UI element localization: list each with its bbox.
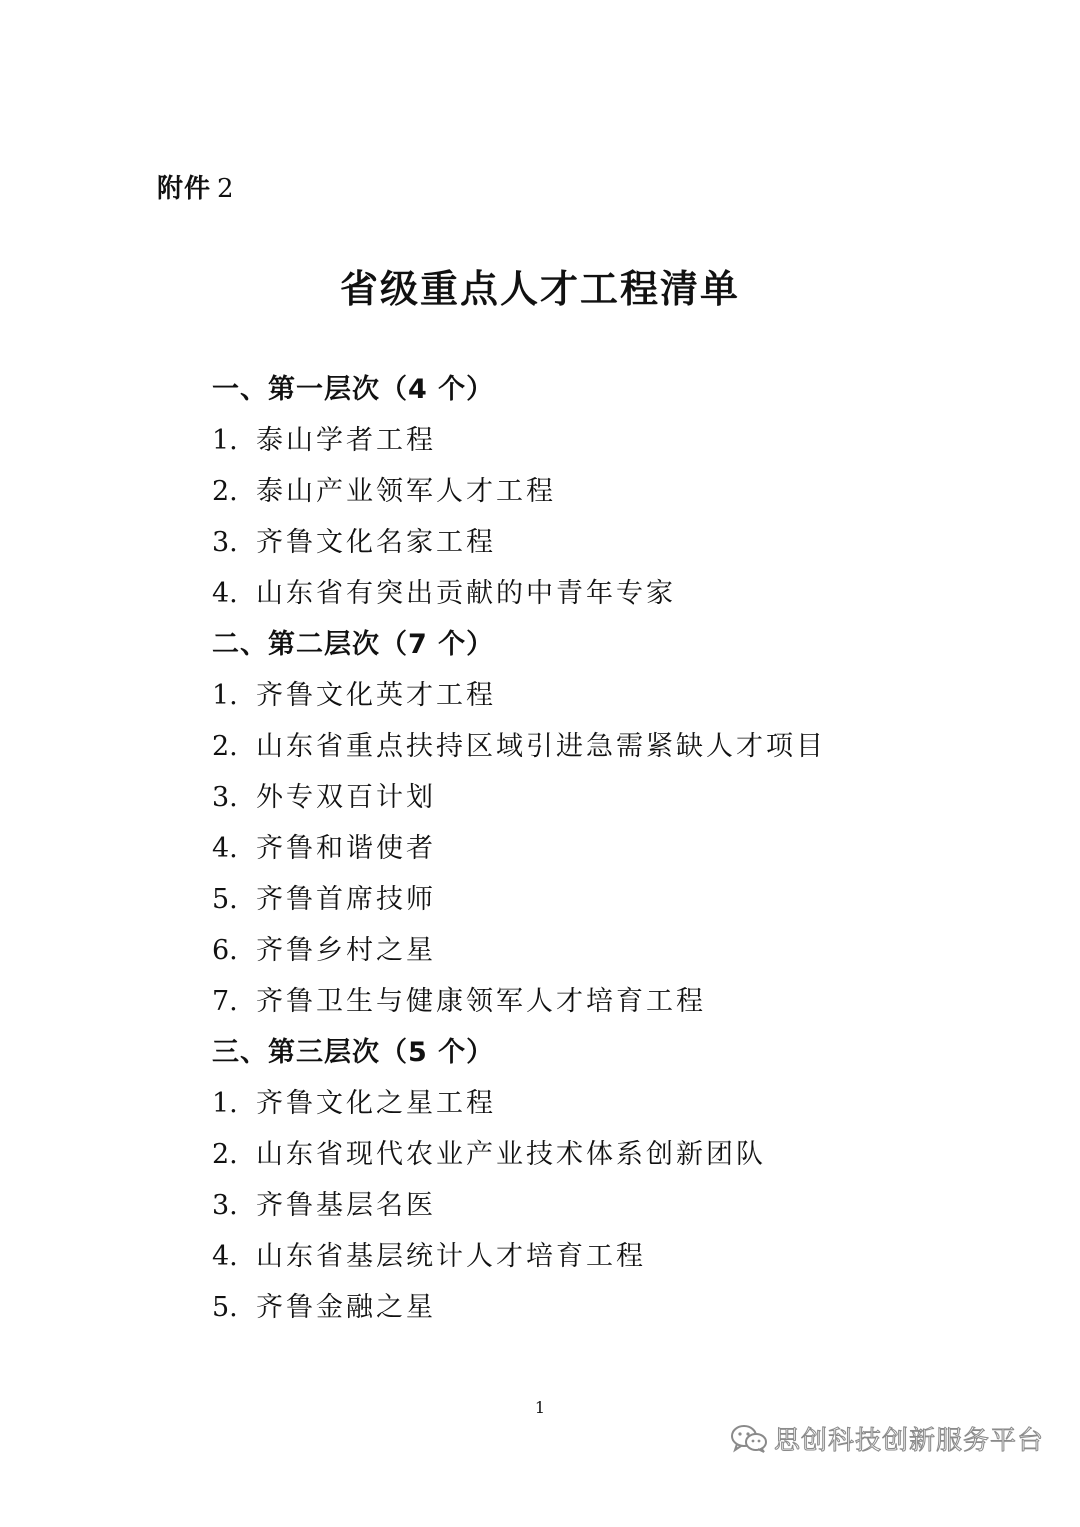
item-index: 1. (212, 1088, 238, 1119)
item-index: 4. (212, 1241, 238, 1272)
item-text: 齐鲁基层名医 (256, 1190, 436, 1221)
wechat-icon (730, 1424, 768, 1454)
attachment-label-text: 附件 (157, 174, 212, 204)
section-heading: 一、第一层次（4 个） (212, 374, 495, 405)
attachment-label (157, 168, 235, 205)
list-item (212, 517, 1012, 568)
item-index: 3. (212, 782, 238, 813)
item-text: 山东省重点扶持区域引进急需紧缺人才项目 (256, 731, 826, 762)
item-index: 1. (212, 680, 238, 711)
list-item (212, 1180, 1012, 1231)
item-index: 4. (212, 833, 238, 864)
list-item (212, 772, 1012, 823)
list-item (212, 925, 1012, 976)
item-text: 山东省基层统计人才培育工程 (256, 1241, 646, 1272)
talent-project-list (212, 364, 1012, 1333)
list-item (212, 415, 1012, 466)
item-index: 5. (212, 1292, 238, 1323)
attachment-number: 2 (217, 174, 235, 204)
item-text: 齐鲁文化名家工程 (256, 527, 496, 558)
list-item (212, 1129, 1012, 1180)
list-item (212, 1282, 1012, 1333)
list-item (212, 670, 1012, 721)
item-index: 1. (212, 425, 238, 456)
page-number: 1 (534, 1398, 546, 1417)
section-heading: 三、第三层次（5 个） (212, 1037, 495, 1068)
item-index: 3. (212, 1190, 238, 1221)
item-text: 泰山学者工程 (256, 425, 436, 456)
item-text: 齐鲁卫生与健康领军人才培育工程 (256, 986, 706, 1017)
item-index: 5. (212, 884, 238, 915)
item-text: 外专双百计划 (256, 782, 436, 813)
item-text: 齐鲁乡村之星 (256, 935, 436, 966)
list-item (212, 823, 1012, 874)
item-text: 齐鲁首席技师 (256, 884, 436, 915)
item-index: 2. (212, 476, 238, 507)
list-item (212, 568, 1012, 619)
item-index: 2. (212, 1139, 238, 1170)
list-item (212, 976, 1012, 1027)
item-index: 2. (212, 731, 238, 762)
item-text: 山东省现代农业产业技术体系创新团队 (256, 1139, 766, 1170)
item-index: 4. (212, 578, 238, 609)
item-index: 6. (212, 935, 238, 966)
source-watermark (730, 1420, 1044, 1457)
item-text: 泰山产业领军人才工程 (256, 476, 556, 507)
list-item (212, 721, 1012, 772)
item-text: 齐鲁和谐使者 (256, 833, 436, 864)
watermark-text: 思创科技创新服务平台 (773, 1426, 1044, 1456)
item-index: 7. (212, 986, 238, 1017)
item-text: 齐鲁文化之星工程 (256, 1088, 496, 1119)
section-heading: 二、第二层次（7 个） (212, 629, 495, 660)
list-item (212, 466, 1012, 517)
item-text: 齐鲁文化英才工程 (256, 680, 496, 711)
document-title: 省级重点人才工程清单 (339, 267, 740, 311)
list-item (212, 874, 1012, 925)
item-index: 3. (212, 527, 238, 558)
item-text: 齐鲁金融之星 (256, 1292, 436, 1323)
item-text: 山东省有突出贡献的中青年专家 (256, 578, 676, 609)
list-item (212, 1078, 1012, 1129)
list-item (212, 1231, 1012, 1282)
